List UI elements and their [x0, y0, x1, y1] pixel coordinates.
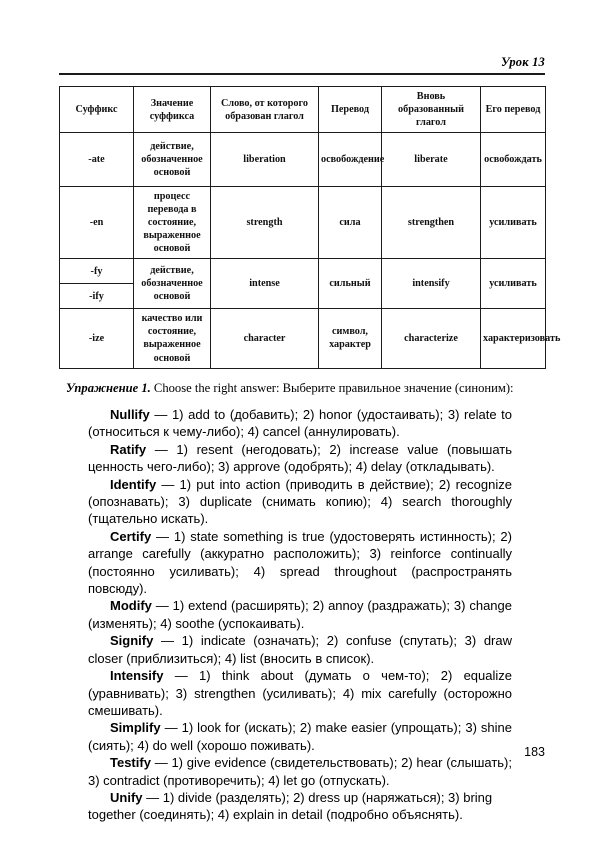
list-item — [88, 597, 512, 632]
exercise-heading — [66, 381, 536, 397]
list-item — [88, 441, 512, 476]
cell-derived-translation: усиливать — [481, 259, 546, 309]
column-header-base-translation: Перевод — [319, 87, 382, 133]
list-item — [88, 667, 512, 719]
cell-suffix-alt: -ify — [60, 284, 134, 309]
list-item — [88, 528, 512, 598]
column-header-suffix: Суффикс — [60, 87, 134, 133]
cell-derived-verb: liberate — [382, 133, 481, 187]
entry-body: — 1) extend (расширять); 2) annoy (раздражать); 3) change (изменять); 4) soothe (успокаивать). — [88, 598, 512, 631]
entry-body: — 1) divide (разделять); 2) dress up (наряжаться); 3) bring together (соединять); 4) explain in detail (подробно объяснять). — [88, 789, 493, 823]
list-item — [88, 632, 512, 667]
table-row — [60, 133, 546, 187]
cell-base-translation: сильный — [319, 259, 382, 309]
entry-body: — 1) indicate (означать); 2) confuse (спутать); 3) draw closer (приблизиться); 4) list (вносить в список). — [88, 633, 512, 666]
entry-body: — 1) give evidence (свидетельствовать); 2) hear (слышать); 3) contradict (противоречить); 4) let go (отпускать). — [88, 755, 512, 788]
table-header-row — [60, 87, 546, 133]
list-item — [88, 406, 512, 441]
cell-base-word: liberation — [211, 133, 319, 187]
cell-base-translation: освобождение — [319, 133, 382, 187]
list-item — [88, 754, 512, 789]
cell-suffix: -en — [60, 187, 134, 259]
cell-meaning: действие, обозначенное основой — [134, 259, 211, 309]
entry-body: — 1) resent (негодовать); 2) increase value (повышать ценность чего-либо); 3) approve (одобрять); 4) delay (откладывать). — [88, 441, 512, 475]
list-item — [88, 476, 512, 528]
cell-suffix: -ate — [60, 133, 134, 187]
entry-headword: Intensify — [110, 668, 164, 684]
list-item — [88, 789, 512, 824]
entry-headword: Testify — [110, 755, 151, 771]
cell-suffix: -ize — [60, 309, 134, 368]
cell-meaning: качество или состояние, выраженное основой — [134, 309, 211, 368]
exercise-label: Упражнение 1. — [66, 381, 151, 395]
cell-base-translation: символ, характер — [319, 309, 382, 368]
cell-derived-translation: освобождать — [481, 133, 546, 187]
cell-derived-translation: усиливать — [481, 187, 546, 259]
column-header-suffix-meaning: Значение суффикса — [134, 87, 211, 133]
cell-meaning: процесс перевода в состояние, выраженное основой — [134, 187, 211, 259]
column-header-derived-translation: Его перевод — [481, 87, 546, 133]
entry-headword: Modify — [110, 598, 152, 614]
entry-headword: Nullify — [110, 407, 150, 422]
running-head: Урок 13 — [500, 55, 545, 69]
cell-derived-verb: characterize — [382, 309, 481, 368]
cell-derived-verb: intensify — [382, 259, 481, 309]
cell-base-word: intense — [211, 259, 319, 309]
entry-headword: Ratify — [110, 441, 147, 457]
cell-base-translation: сила — [319, 187, 382, 259]
header-rule — [59, 73, 545, 75]
entry-body: — 1) think about (думать о чем-то); 2) equalize (уравнивать); 3) strengthen (усиливать); 4) mix carefully (осторожно смешивать). — [88, 668, 512, 718]
cell-base-word: strength — [211, 187, 319, 259]
entry-headword: Certify — [110, 528, 152, 544]
entry-headword: Identify — [110, 476, 157, 492]
exercise-entry-list — [88, 406, 512, 824]
page-number: 183 — [524, 745, 545, 759]
cell-base-word: character — [211, 309, 319, 368]
table-row — [60, 309, 546, 368]
suffix-derivation-table — [59, 86, 561, 369]
entry-headword: Simplify — [110, 720, 161, 736]
column-header-base-word: Слово, от которого образован глагол — [211, 87, 319, 133]
exercise-instruction: Choose the right answer: Выберите правильное значение (синоним): — [153, 381, 514, 395]
entry-body: — 1) add to (добавить); 2) honor (удостаивать); 3) relate to (относиться к чему-либо); 4) cancel (аннулировать). — [88, 407, 512, 440]
entry-headword: Signify — [110, 633, 154, 649]
cell-meaning: действие, обозначенное основой — [134, 133, 211, 187]
entry-body: — 1) put into action (приводить в действие); 2) recognize (опознавать); 3) duplicate (снимать копию); 4) search thoroughly (тщательно искать). — [88, 476, 512, 527]
entry-headword: Unify — [110, 789, 143, 805]
cell-derived-translation: характеризовать — [481, 309, 546, 368]
cell-derived-verb: strengthen — [382, 187, 481, 259]
entry-body: — 1) look for (искать); 2) make easier (упрощать); 3) shine (сиять); 4) do well (хорошо поживать). — [88, 720, 512, 753]
table-row — [60, 187, 546, 259]
column-header-derived-verb: Вновь образованный глагол — [382, 87, 481, 133]
entry-body: — 1) state something is true (удостоверять истинность); 2) arrange carefully (аккуратно расположить); 3) reinforce continually (постоянно усиливать); 4) spread throughout (распространять повсюду). — [88, 528, 512, 597]
table-row — [60, 259, 546, 284]
cell-suffix: -fy — [60, 259, 134, 284]
